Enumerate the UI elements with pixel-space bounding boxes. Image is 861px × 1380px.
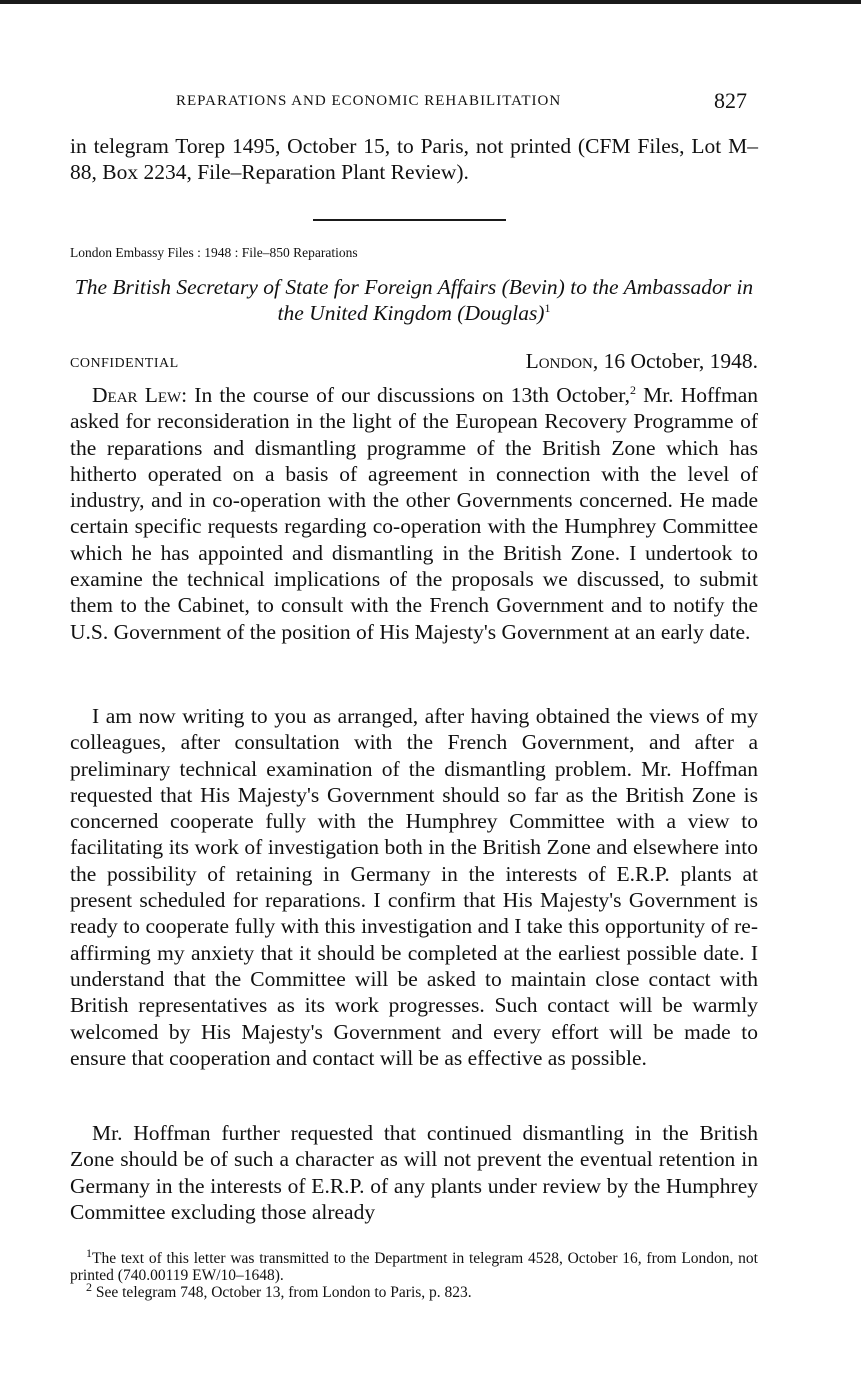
salutation: Dear Lew (92, 383, 182, 407)
file-reference: London Embassy Files : 1948 : File–850 Reparations (70, 245, 358, 260)
document-title-text: The British Secretary of State for Foreign Affairs (Bevin) to the Ambassador in the United Kingdom (Douglas) (74, 275, 754, 325)
paragraph-2: I am now writing to you as arranged, after having obtained the views of my colleagues, after consultation with the French Government, and after a preliminary technical examination of the dismantling problem. Mr. Hoffman requested that His Majesty's Government should so far as the British Zone is concerned cooperate fully with the Humphrey Committee with a view to facilitating its work of investigation both in the British Zone and elsewhere into the possibility of retaining in Germany in the interests of E.R.P. plants at present scheduled for reparations. I confirm that His Majesty's Government is ready to cooperate fully with this investigation and I take this opportunity of re-affirming my anxiety that it should be completed at the earliest possible date. I understand that the Committee will be asked to maintain close contact with British representatives as its work progresses. Such contact will be warmly welcomed by His Majesty's Government and every effort will be made to ensure that cooperation and contact will be as effective as possible. (70, 704, 758, 1070)
footnote-1-text: The text of this letter was transmitted to the Department in telegram 4528, October 16, from London, not printed (740.00119 EW/10–1648). (70, 1250, 758, 1284)
paragraph-1-opening: : In the course of our discussions on 13th October, (181, 383, 630, 407)
paragraph-1 (70, 382, 758, 645)
running-head: REPARATIONS AND ECONOMIC REHABILITATION (176, 93, 562, 109)
section-divider (313, 219, 506, 221)
dateline (526, 349, 758, 374)
carryover-text: in telegram Torep 1495, October 15, to Paris, not printed (CFM Files, Lot M–88, Box 2234, File–Reparation Plant Review). (70, 134, 758, 185)
dateline-place: London (525, 349, 593, 373)
footnote-1 (70, 1245, 758, 1284)
footnote-marker-2: 2 (629, 382, 636, 397)
page-header (0, 88, 861, 118)
page-number: 827 (714, 88, 747, 113)
paragraph-3: Mr. Hoffman further requested that continued dismantling in the British Zone should be of such a character as will not prevent the eventual retention in Germany in the interests of E.R.P. of any plants under review by the Humphrey Committee excluding those already (70, 1121, 758, 1224)
footnote-2-text: See telegram 748, October 13, from London to Paris, p. 823. (92, 1284, 472, 1301)
paragraph-1-body: Mr. Hoffman asked for reconsideration in the light of the European Recovery Programme of the reparations and dismantling programme of the British Zone which has hitherto operated on a basis of agreement in connection with the level of industry, and in co-operation with the other Governments concerned. He made certain specific requests regarding co-operation with the Humphrey Committee which he has appointed and dismantling in the British Zone. I undertook to examine the technical implications of the proposals we discussed, to submit them to the Cabinet, to consult with the French Government and to notify the U.S. Government of the position of His Majesty's Government at an early date. (70, 383, 758, 644)
footnote-2-marker: 2 (86, 1279, 92, 1294)
document-title (70, 274, 758, 326)
footnote-1-marker: 1 (86, 1245, 92, 1260)
footnote-2 (70, 1279, 758, 1301)
footnote-marker-1: 1 (544, 300, 551, 315)
classification: CONFIDENTIAL (70, 356, 179, 371)
dateline-date: , 16 October, 1948. (592, 349, 758, 373)
top-border (0, 0, 861, 4)
